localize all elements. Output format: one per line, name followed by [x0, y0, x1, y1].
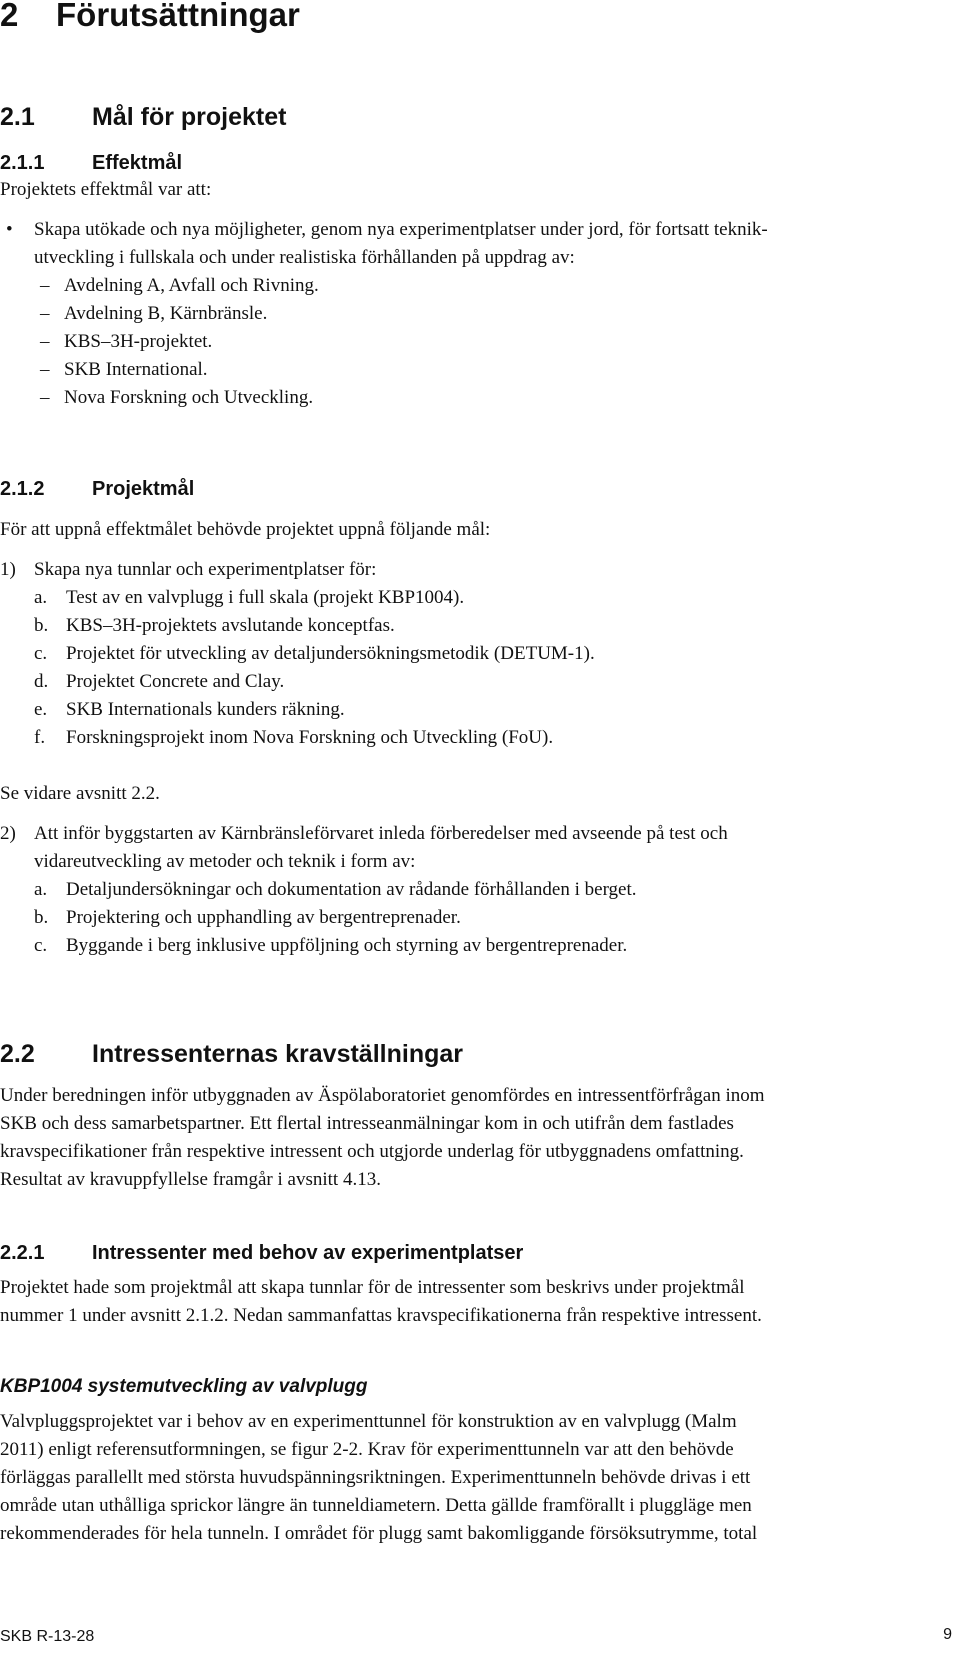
paragraph-line: Valvpluggsprojektet var i behov av en experimenttunnel för konstruktion av en valvplugg (Malm	[0, 1411, 737, 1432]
footer-report-id: SKB R-13-28	[0, 1628, 95, 1645]
dash-icon: –	[40, 387, 50, 408]
list-item: d. Projektet Concrete and Clay.	[34, 671, 285, 692]
dash-icon: –	[40, 359, 50, 380]
stakeholder-dash-list	[0, 272, 960, 412]
goal-text: Skapa nya tunnlar och experimentplatser för:	[34, 559, 377, 580]
section-title: Projektmål	[92, 478, 195, 500]
dash-icon: –	[40, 331, 50, 352]
dash-icon: –	[40, 303, 50, 324]
goal-number: 1)	[0, 559, 16, 580]
paragraph-line: SKB och dess samarbetspartner. Ett flertal intresseanmälningar kom in och utifrån dem fastlades	[0, 1113, 734, 1134]
chapter-heading	[0, 0, 300, 34]
section-title: Intressenternas kravställningar	[92, 1040, 463, 1068]
chapter-title: Förutsättningar	[56, 0, 300, 33]
section-number: 2.2.1	[0, 1242, 45, 1264]
bullet-line: Skapa utökade och nya möjligheter, genom nya experimentplatser under jord, för fortsatt teknik-	[34, 219, 768, 240]
paragraph-line: kravspecifikationer från respektive intressent och utgjorde underlag för utbyggnadens omfattning.	[0, 1141, 744, 1162]
goal-number: 2)	[0, 823, 16, 844]
dash-item: – Avdelning B, Kärnbränsle.	[0, 300, 960, 328]
kbp-subheading: KBP1004 systemutveckling av valvplugg	[0, 1376, 368, 1397]
paragraph-line: nummer 1 under avsnitt 2.1.2. Nedan sammanfattas kravspecifikationerna från respektive intressent.	[0, 1305, 762, 1326]
bullet-icon: •	[6, 219, 13, 240]
footer-page-number: 9	[943, 1626, 952, 1643]
effect-goal-bullet	[0, 216, 960, 272]
see-also-text: Se vidare avsnitt 2.2.	[0, 783, 160, 804]
kbp-paragraph	[0, 1408, 960, 1548]
goal-1-list	[0, 584, 960, 752]
paragraph-line: 2011) enligt referensutformningen, se figur 2-2. Krav för experimenttunneln var att den behövde	[0, 1439, 734, 1460]
section-title: Effektmål	[92, 152, 183, 174]
section-2-2-paragraph	[0, 1082, 960, 1194]
goal-text-line: Att inför byggstarten av Kärnbränsleförvaret inleda förberedelser med avseende på test och	[34, 823, 728, 844]
section-number: 2.1.1	[0, 152, 45, 174]
section-number: 2.1.2	[0, 478, 45, 500]
goal-2	[0, 820, 960, 876]
dash-icon: –	[40, 275, 50, 296]
goal-1	[0, 556, 960, 584]
dash-item: – Nova Forskning och Utveckling.	[0, 384, 960, 412]
section-2-2-1-paragraph	[0, 1274, 960, 1330]
section-title: Mål för projektet	[92, 103, 287, 131]
section-title: Intressenter med behov av experimentplatser	[92, 1242, 524, 1264]
section-2-2-1-heading	[0, 1242, 523, 1265]
list-item: e. SKB Internationals kunders räkning.	[34, 699, 345, 720]
list-item: f. Forskningsprojekt inom Nova Forskning och Utveckling (FoU).	[34, 727, 554, 748]
section-2-2-heading	[0, 1040, 463, 1069]
paragraph-line: område utan uthålliga sprickor längre än tunneldiametern. Detta gällde framförallt i pluggläge men	[0, 1495, 752, 1516]
list-item: c. Byggande i berg inklusive uppföljning och styrning av bergentreprenader.	[34, 935, 628, 956]
section-number: 2.1	[0, 103, 35, 131]
chapter-number: 2	[0, 0, 19, 33]
effect-goal-intro: Projektets effektmål var att:	[0, 179, 212, 200]
dash-item: – KBS–3H-projektet.	[0, 328, 960, 356]
list-item: a. Detaljundersökningar och dokumentation av rådande förhållanden i berget.	[34, 879, 637, 900]
list-item: b. Projektering och upphandling av bergentreprenader.	[34, 907, 461, 928]
list-item: a. Test av en valvplugg i full skala (projekt KBP1004).	[34, 587, 465, 608]
goal-2-list	[0, 876, 960, 960]
paragraph-line: Resultat av kravuppfyllelse framgår i avsnitt 4.13.	[0, 1169, 381, 1190]
goal-text-line: vidareutveckling av metoder och teknik i form av:	[34, 851, 416, 872]
list-item: c. Projektet för utveckling av detaljundersökningsmetodik (DETUM-1).	[34, 643, 595, 664]
dash-item: – Avdelning A, Avfall och Rivning.	[0, 272, 960, 300]
bullet-line: utveckling i fullskala och under realistiska förhållanden på uppdrag av:	[34, 247, 575, 268]
paragraph-line: förläggas parallellt med största huvudspänningsriktningen. Experimenttunneln behövde drivas i ett	[0, 1467, 751, 1488]
paragraph-line: Projektet hade som projektmål att skapa tunnlar för de intressenter som beskrivs under projektmål	[0, 1277, 745, 1298]
paragraph-line: rekommenderades för hela tunneln. I området för plugg samt bakomliggande försöksutrymme, total	[0, 1523, 758, 1544]
dash-item: – SKB International.	[0, 356, 960, 384]
section-2-1-1-heading	[0, 152, 182, 175]
section-number: 2.2	[0, 1040, 35, 1068]
section-2-1-heading	[0, 103, 286, 132]
project-goal-intro: För att uppnå effektmålet behövde projektet uppnå följande mål:	[0, 519, 491, 540]
list-item: b. KBS–3H-projektets avslutande konceptfas.	[34, 615, 395, 636]
paragraph-line: Under beredningen inför utbyggnaden av Äspölaboratoriet genomfördes en intressentförfrågan inom	[0, 1085, 765, 1106]
section-2-1-2-heading	[0, 478, 194, 501]
